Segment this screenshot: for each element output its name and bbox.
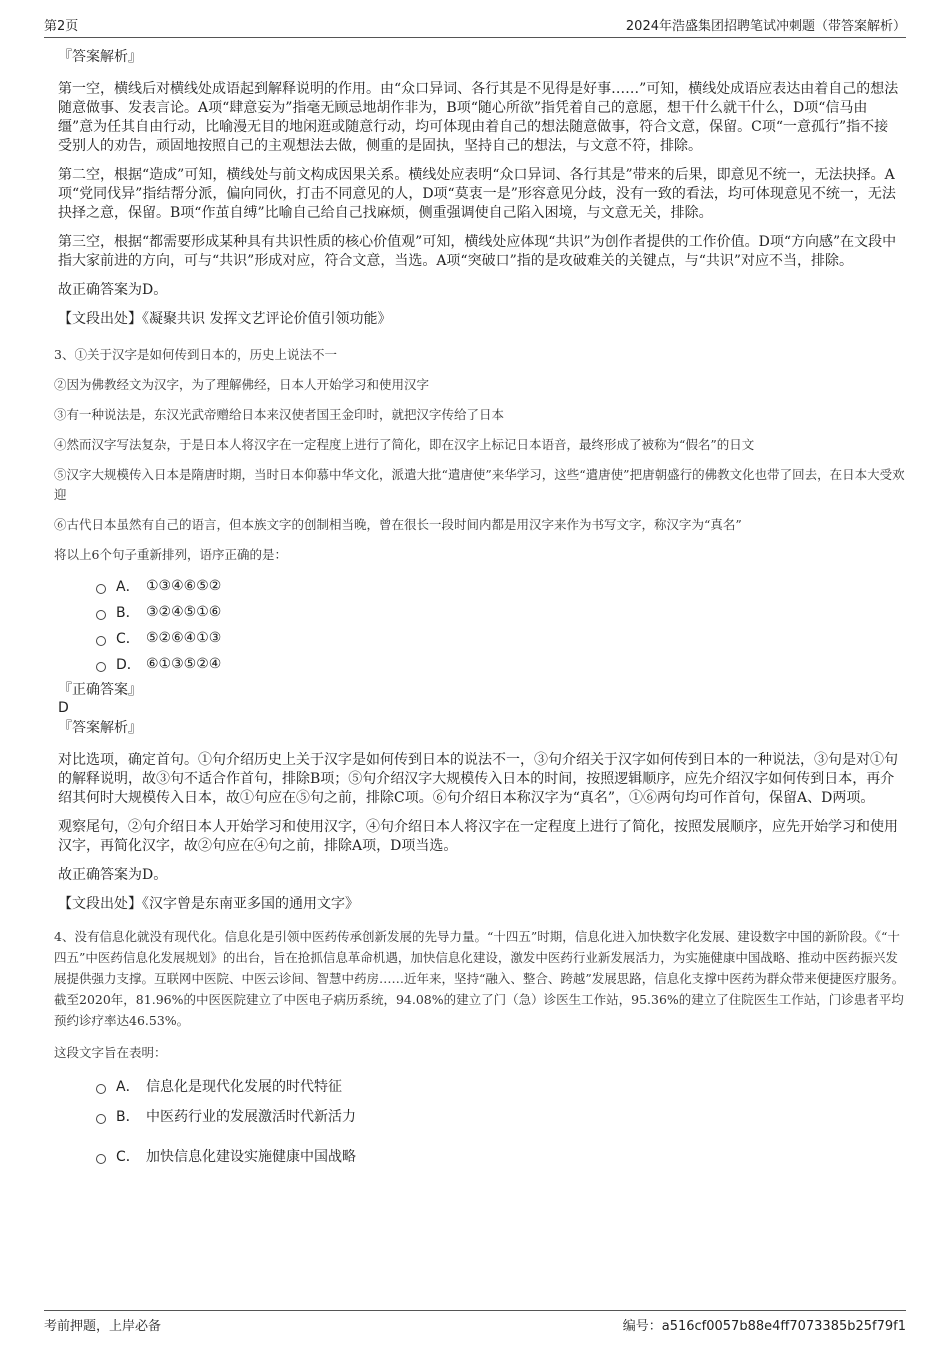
option-text: 加快信息化建设实施健康中国战略 (146, 1149, 356, 1165)
analysis-paragraph: 观察尾句，②句介绍日本人开始学习和使用汉字，④句介绍日本人将汉字在一定程度上进行了简化，按照发展顺序，应先开始学习和使用汉字，再简化汉字，故②句应在④句之前，排除A项，D项当选。 (58, 819, 898, 854)
radio-icon[interactable] (96, 1154, 106, 1164)
option-a[interactable] (44, 573, 906, 599)
radio-icon[interactable] (96, 584, 106, 594)
radio-icon[interactable] (96, 1084, 106, 1094)
option-letter: B． (116, 1109, 140, 1125)
correct-answer: D (58, 700, 69, 716)
radio-icon[interactable] (96, 662, 106, 672)
conclusion: 故正确答案为D。 (58, 282, 168, 298)
analysis-paragraph: 第二空，根据“造成”可知，横线处与前文构成因果关系。横线处应表明“众口异词、各行其是”带来的后果，即意见不统一，无法抉择。A项“党同伐异”指结帮分派，偏向同伙，打击不同意见的人，D项“莫衷一是”形容意见分歧，没有一致的看法，均可体现意见不统一，无法抉择之意，保留。B项“作茧自缚”比喻自己给自己找麻烦，侧重强调使自己陷入困境，与文意无关，排除。 (58, 167, 896, 221)
radio-icon[interactable] (96, 636, 106, 646)
analysis-label: 『答案解析』 (58, 720, 142, 736)
page-header (44, 10, 906, 38)
analysis-label: 『答案解析』 (58, 49, 142, 65)
question-stem: 4、没有信息化就没有现代化。信息化是引领中医药传承创新发展的先导力量。“十四五”时期，信息化进入加快数字化发展、建设数字中国的新阶段。《“十四五”中医药信息化发展规划》的出台，旨在抢抓信息革命机遇，加快信息化建设，激发中医药行业新发展活力，为实施健康中国战略、推动中医药振兴发展提供强力支撑。互联网中医院、中医云诊间、智慧中药房……近年来，坚持“融入、整合、跨越”发展思路，信息化支撑中医药为群众带来便捷医疗服务。截至2020年，81.96%的中医医院建立了中医电子病历系统，94.08%的建立了门（急）诊医生工作站，95.36%的建立了住院医生工作站，门诊患者平均预约诊疗率达46.53%。 (54, 929, 905, 1028)
answer-options (44, 573, 906, 677)
page-footer (44, 1310, 906, 1337)
option-text: ①③④⑥⑤② (146, 578, 222, 594)
question-sentence: ④然而汉字写法复杂，于是日本人将汉字在一定程度上进行了简化，即在汉字上标记日本语音，最终形成了被称为“假名”的日文 (54, 437, 755, 452)
option-text: ⑤②⑥④①③ (146, 630, 222, 646)
question-sentence: ③有一种说法是，东汉光武帝赠给日本来汉使者国王金印时，就把汉字传给了日本 (54, 407, 505, 422)
option-c[interactable] (44, 625, 906, 651)
source-citation: 【文段出处】《汉字曾是东南亚多国的通用文字》 (58, 896, 359, 912)
question-sentence: 3、①关于汉字是如何传到日本的，历史上说法不一 (54, 347, 337, 362)
option-text: 信息化是现代化发展的时代特征 (146, 1079, 342, 1095)
question-prompt: 将以上6个句子重新排列，语序正确的是： (54, 547, 287, 562)
radio-icon[interactable] (96, 610, 106, 620)
document-id: 编号：a516cf0057b88e4ff7073385b25f79f1 (622, 1319, 906, 1334)
document-title: 2024年浩盛集团招聘笔试冲刺题（带答案解析） (625, 19, 906, 34)
option-text: ③②④⑤①⑥ (146, 604, 222, 620)
option-a[interactable] (44, 1071, 906, 1101)
question-3 (44, 345, 906, 914)
footer-slogan: 考前押题，上岸必备 (44, 1319, 162, 1334)
conclusion: 故正确答案为D。 (58, 867, 168, 883)
page-number: 第2页 (44, 19, 79, 34)
option-text: ⑥①③⑤②④ (146, 656, 222, 672)
source-citation: 【文段出处】《凝聚共识 发挥文艺评论价值引领功能》 (58, 311, 392, 327)
option-letter: C． (116, 631, 140, 647)
option-d[interactable] (44, 651, 906, 677)
question-prompt: 这段文字旨在表明： (54, 1045, 167, 1060)
question-sentence: ②因为佛教经文为汉字，为了理解佛经，日本人开始学习和使用汉字 (54, 377, 430, 392)
page-content (44, 44, 906, 1171)
analysis-paragraph: 第三空，根据“都需要形成某种具有共识性质的核心价值观”可知，横线处应体现“共识”为创作者提供的工作价值。D项“方向感”在文段中指大家前进的方向，可与“共识”形成对应，符合文意，当选。A项“突破口”指的是攻破难关的关键点，与“共识”对应不当，排除。 (58, 234, 897, 269)
analysis-paragraph: 第一空，横线后对横线处成语起到解释说明的作用。由“众口异词、各行其是不见得是好事……”可知，横线处成语应表达由着自己的想法随意做事、发表言论。A项“肆意妄为”指毫无顾忌地胡作非为，B项“随心所欲”指凭着自己的意愿，想干什么就干什么，D项“信马由缰”意为任其自由行动，比喻漫无目的地闲逛或随意行动，均可体现由着自己的想法随意做事，符合文意，保留。C项“一意孤行”指不接受别人的劝告，顽固地按照自己的主观想法去做，侧重的是固执，坚持自己的想法，与文意不符，排除。 (58, 81, 899, 154)
option-letter: C． (116, 1149, 140, 1165)
question-sentence: ⑤汉字大规模传入日本是隋唐时期，当时日本仰慕中华文化，派遣大批“遣唐使”来华学习，这些“遣唐使”把唐朝盛行的佛教文化也带了回去，在日本大受欢迎 (54, 467, 905, 502)
question-sentence: ⑥古代日本虽然有自己的语言，但本族文字的创制相当晚，曾在很长一段时间内都是用汉字来作为书写文字，称汉字为“真名” (54, 517, 742, 532)
question-4 (44, 926, 906, 1171)
answer-options (44, 1071, 906, 1171)
option-letter: B． (116, 605, 140, 621)
option-letter: A． (116, 1079, 140, 1095)
radio-icon[interactable] (96, 1114, 106, 1124)
correct-answer-label: 『正确答案』 (58, 682, 142, 698)
option-letter: D． (116, 657, 141, 673)
option-c[interactable] (44, 1141, 906, 1171)
analysis-paragraph: 对比选项，确定首句。①句介绍历史上关于汉字是如何传到日本的说法不一，③句介绍关于汉字如何传到日本的一种说法，③句是对①句的解释说明，故③句不适合作首句，排除B项；⑤句介绍汉字大规模传入日本的时间，按照逻辑顺序，应先介绍汉字如何传到日本，再介绍其何时大规模传入日本，故①句应在⑤句之前，排除C项。⑥句介绍日本称汉字为“真名”，①⑥两句均可作首句，保留A、D两项。 (58, 752, 898, 806)
option-text: 中医药行业的发展激活时代新活力 (146, 1109, 356, 1125)
option-letter: A． (116, 579, 140, 595)
option-b[interactable] (44, 599, 906, 625)
option-b[interactable] (44, 1101, 906, 1131)
